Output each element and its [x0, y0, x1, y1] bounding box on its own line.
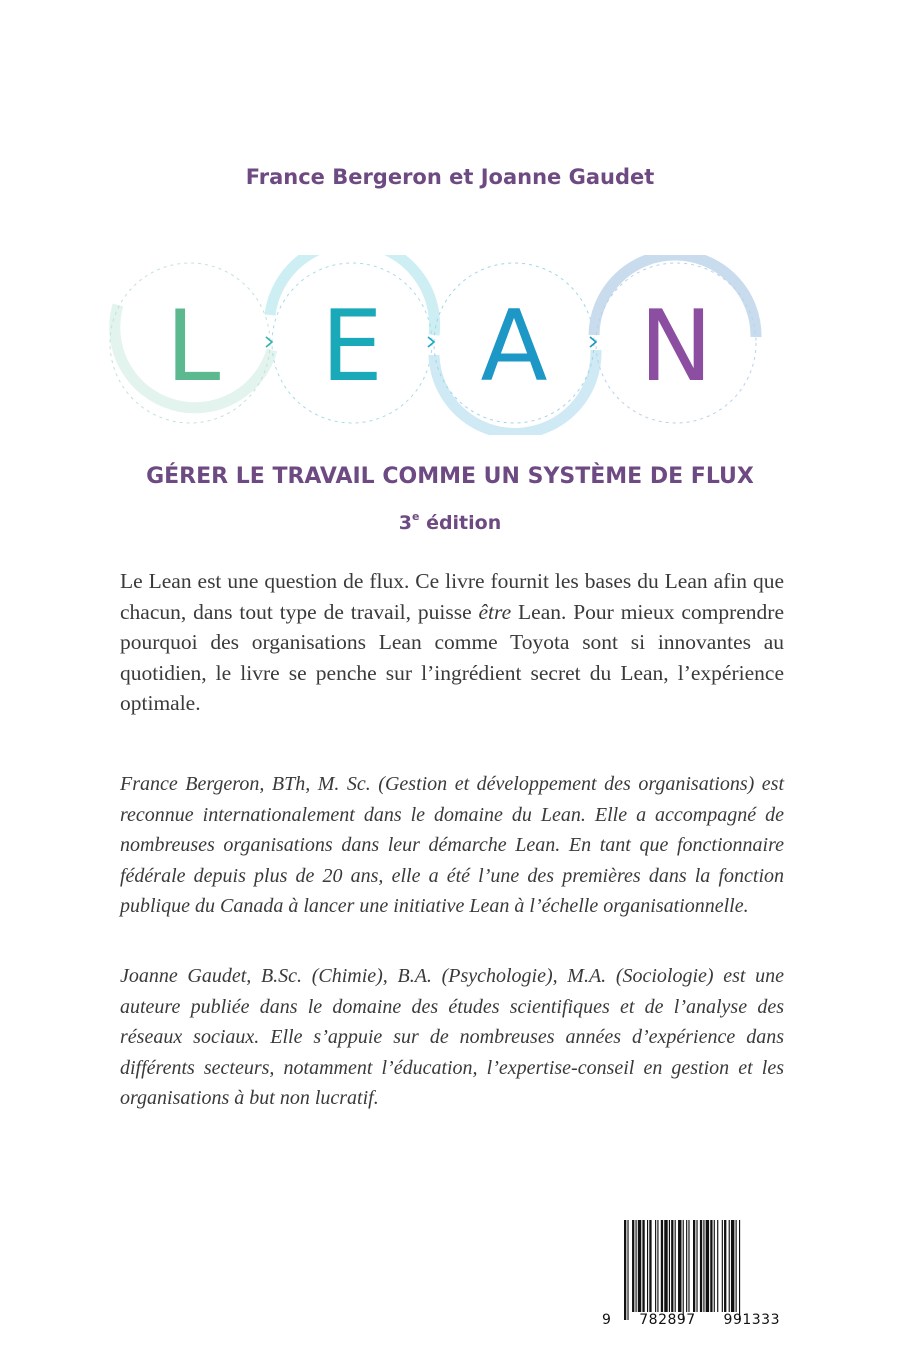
- barcode-bar: [686, 1220, 687, 1312]
- barcode-bar: [722, 1220, 723, 1312]
- barcode-bar: [657, 1220, 658, 1312]
- barcode-bar: [710, 1220, 712, 1312]
- book-subtitle: GÉRER LE TRAVAIL COMME UN SYSTÈME DE FLUX: [146, 464, 754, 489]
- barcode-bar: [683, 1220, 684, 1320]
- barcode-digit-first: 9: [602, 1312, 612, 1328]
- edition-superscript: e: [411, 510, 420, 523]
- book-summary: [120, 566, 784, 719]
- barcode-bar: [703, 1220, 704, 1312]
- edition-number: 3: [398, 512, 412, 534]
- barcode-bar: [706, 1220, 709, 1312]
- barcode-bar: [642, 1220, 644, 1312]
- summary-part-1: Le Lean est une question de flux. Ce livre fournit les bases du Lean afin que chacun, dans tout type de travail, puisse: [120, 569, 784, 624]
- edition-word: édition: [426, 512, 502, 534]
- barcode-bar: [714, 1220, 715, 1312]
- barcode-bar: [736, 1220, 737, 1312]
- barcode-bar: [739, 1220, 740, 1320]
- barcode-bar: [624, 1220, 626, 1320]
- barcode-bar: [638, 1220, 641, 1312]
- summary-emphasis: être: [478, 599, 512, 624]
- barcode-bar: [675, 1220, 676, 1312]
- barcode-bar: [724, 1220, 726, 1312]
- lean-logo: [0, 255, 900, 435]
- barcode-bar: [649, 1220, 651, 1312]
- barcode-bar: [636, 1220, 637, 1312]
- barcode-bar: [661, 1220, 663, 1312]
- barcode-bar: [627, 1220, 628, 1320]
- logo-letter-l: L: [165, 290, 221, 404]
- barcode-bar: [632, 1220, 634, 1312]
- barcode-bar: [664, 1220, 667, 1312]
- barcode-group-1: 782897: [639, 1312, 696, 1328]
- barcode-bar: [693, 1220, 695, 1312]
- barcode-bar: [647, 1220, 648, 1312]
- barcode-bar: [678, 1220, 681, 1312]
- barcode-bar: [696, 1220, 697, 1312]
- barcode-bar: [671, 1220, 673, 1312]
- barcode-bar: [729, 1220, 730, 1312]
- authors: France Bergeron et Joanne Gaudet: [245, 165, 655, 189]
- bio-gaudet: Joanne Gaudet, B.Sc. (Chimie), B.A. (Psychologie), M.A. (Sociologie) est une auteure publiée dans le domaine des études scientifiques et de l’analyse des réseaux sociaux. Elle s’appuie sur de nombreuses années d’expérience dans différents secteurs, notamment l’éducation, l’expertise-conseil en gestion et les organisations à but non lucratif.: [120, 965, 784, 1109]
- barcode-bar: [655, 1220, 656, 1312]
- logo-letter-a: A: [480, 290, 548, 404]
- barcode-bar: [688, 1220, 689, 1312]
- barcode-bar: [717, 1220, 718, 1312]
- barcode-bar: [669, 1220, 670, 1312]
- bio-bergeron: France Bergeron, BTh, M. Sc. (Gestion et développement des organisations) est reconnue internationalement dans le domaine du Lean. Elle a accompagné de nombreuses organisations dans leur démarche Lean. En tant que fonctionnaire fédérale depuis plus de 20 ans, elle a été l’une des premières dans la fonction publique du Canada à lancer une initiative Lean à l’échelle organisationnelle.: [120, 773, 784, 917]
- barcode-group-2: 991333: [723, 1312, 780, 1328]
- logo-letter-n: N: [639, 290, 713, 404]
- summary-part-2: Lean. Pour mieux comprendre pourquoi des organisations Lean comme Toyota sont si innovantes au quotidien, le livre se penche sur l’ingrédient secret du Lean, l’expérience optimale.: [120, 599, 784, 715]
- barcode-digits: [602, 1312, 780, 1328]
- logo-letter-e: E: [321, 290, 383, 404]
- edition-label: [0, 512, 900, 534]
- barcode-bar: [700, 1220, 702, 1312]
- barcode-bar: [731, 1220, 734, 1312]
